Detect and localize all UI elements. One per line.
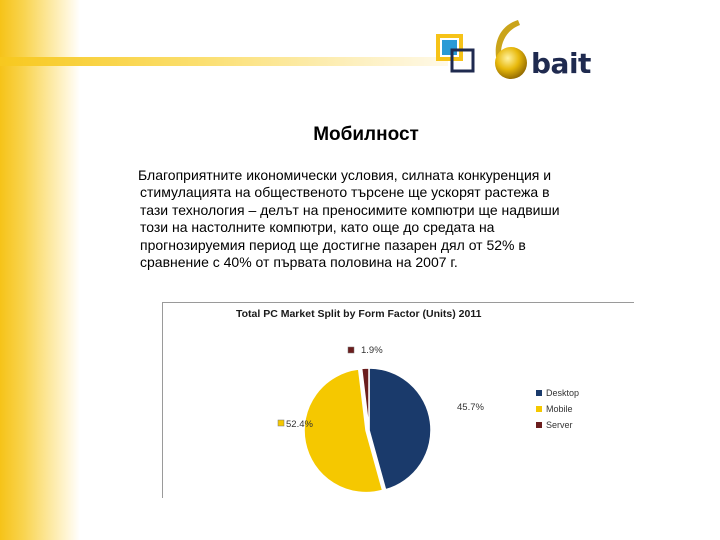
logo-text: bait [531,47,591,80]
slice-label-marker [278,420,284,426]
chart-title: Total PC Market Split by Form Factor (Units) 2011 [236,308,482,320]
pie-slice-data-label: 45.7% [457,402,484,413]
legend-swatch-desktop [536,390,542,396]
pie-slice-desktop [369,368,431,490]
body-paragraph [140,167,640,271]
legend-label-mobile: Mobile [546,404,573,414]
decorative-top-rule [0,57,448,66]
slide-title: Мобилност [313,124,419,145]
paragraph-line: този на настолните компютри, като още до средата на [140,219,495,236]
legend-swatch-server [536,422,542,428]
logo-six-icon [488,17,536,83]
legend-label-desktop: Desktop [546,388,580,398]
paragraph-line: прогнозируемия период ще достигне пазарен дял от 52% в [140,236,526,253]
pie-slice-data-label: 1.9% [361,345,383,356]
logo-squares-icon [435,33,475,73]
pie-chart-figure [162,302,634,498]
paragraph-line: Благоприятните икономически условия, силната конкуренция и [138,167,552,183]
slice-label-marker [348,347,354,353]
paragraph-line: стимулацията на общественото търсене ще ускорят растежа в [140,184,550,201]
pie-slice-data-label: 52.4% [286,419,313,430]
legend-swatch-mobile [536,406,542,412]
legend-label-server: Server [546,420,573,430]
decorative-gold-band [0,0,80,540]
paragraph-line: сравнение с 40% от първата половина на 2007 г. [140,254,458,271]
paragraph-line: тази технология – делът на преносимите компютри ще надвиши [140,201,560,218]
pie-chart [162,302,634,498]
